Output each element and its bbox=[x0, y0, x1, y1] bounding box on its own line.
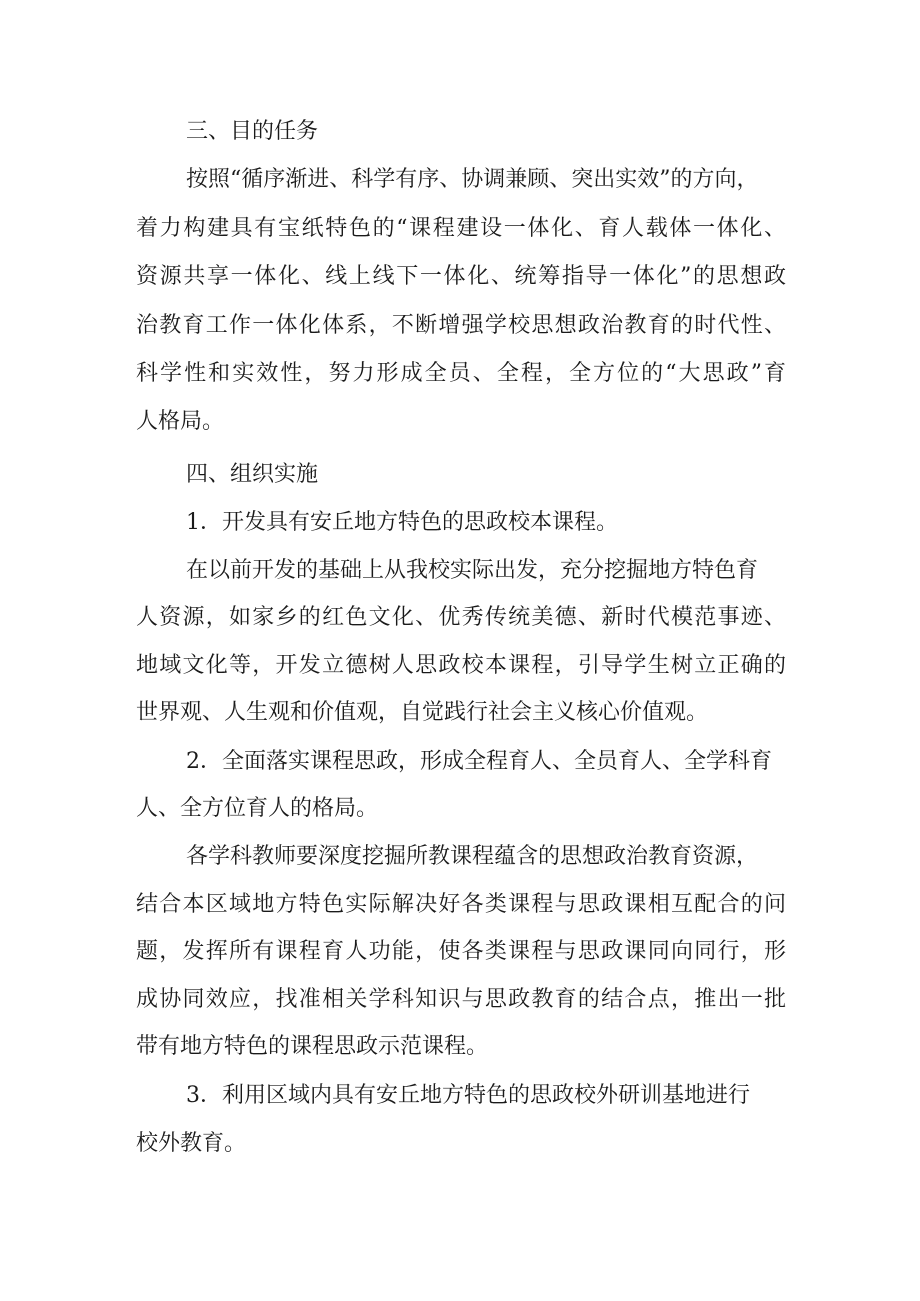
heading-implementation: 四、组织实施 bbox=[186, 462, 319, 487]
paragraph-line: 带有地方特色的课程思政示范课程。 bbox=[136, 1034, 489, 1059]
paragraph-line: 人格局。 bbox=[136, 409, 225, 434]
paragraph-line: 校外教育。 bbox=[136, 1131, 247, 1156]
paragraph-line: 各学科教师要深度挖掘所教课程蕴含的思想政治教育资源， bbox=[186, 844, 759, 869]
paragraph-line: 在以前开发的基础上从我校实际出发，充分挖掘地方特色育 bbox=[186, 558, 759, 583]
item-heading-3: 3．利用区域内具有安丘地方特色的思政校外研训基地进行 bbox=[186, 1083, 750, 1108]
paragraph-line: 科学性和实效性，努力形成全员、全程，全方位的“大思政”育 bbox=[136, 361, 786, 386]
heading-objectives: 三、目的任务 bbox=[186, 119, 319, 144]
paragraph-line: 着力构建具有宝纸特色的“课程建设一体化、育人载体一体化、 bbox=[136, 216, 786, 241]
paragraph-line: 成协同效应，找准相关学科知识与思政教育的结合点，推出一批 bbox=[136, 987, 786, 1012]
paragraph-line: 治教育工作一体化体系，不断增强学校思想政治教育的时代性、 bbox=[136, 313, 786, 338]
paragraph-line: 地域文化等，开发立德树人思政校本课程，引导学生树立正确的 bbox=[136, 653, 786, 678]
paragraph-line: 题，发挥所有课程育人功能，使各类课程与思政课同向同行，形 bbox=[136, 939, 786, 964]
paragraph-line: 按照“循序渐进、科学有序、协调兼顾、突出实效”的方向， bbox=[186, 167, 759, 192]
paragraph-line: 人、全方位育人的格局。 bbox=[136, 796, 379, 821]
paragraph-line: 资源共享一体化、线上线下一体化、统筹指导一体化”的思想政 bbox=[136, 264, 786, 289]
item-heading-1: 1．开发具有安丘地方特色的思政校本课程。 bbox=[186, 510, 618, 535]
paragraph-line: 结合本区域地方特色实际解决好各类课程与思政课相互配合的问 bbox=[136, 892, 786, 917]
paragraph-line: 人资源，如家乡的红色文化、优秀传统美德、新时代模范事迹、 bbox=[136, 605, 786, 630]
paragraph-line: 世界观、人生观和价值观，自觉践行社会主义核心价值观。 bbox=[136, 700, 709, 725]
item-heading-2: 2．全面落实课程思政，形成全程育人、全员育人、全学科育 bbox=[186, 749, 772, 774]
